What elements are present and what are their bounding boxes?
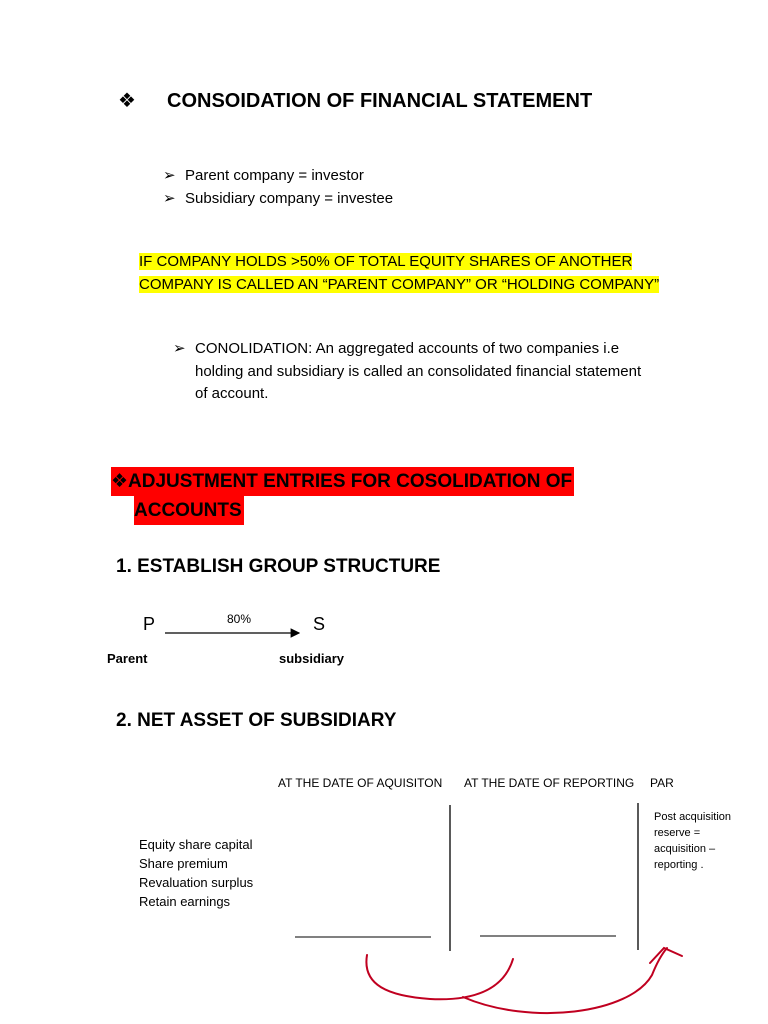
list-item: Revaluation surplus	[139, 875, 254, 890]
section-heading: 2. NET ASSET OF SUBSIDIARY	[116, 710, 397, 731]
consolidation-definition: ➢ CONOLIDATION: An aggregated accounts of two companies i.e holding and subsidiary is called an consolidated financial statement of account.	[173, 340, 642, 402]
list-item: Retain earnings	[139, 894, 231, 909]
list-item: Equity share capital	[139, 837, 253, 852]
list-item: ➢ Subsidiary company = investee	[163, 187, 393, 210]
column-header-acquisition: AT THE DATE OF AQUISITON	[278, 776, 443, 790]
parent-label: Parent	[107, 651, 148, 666]
arrow-bullet-icon: ➢	[163, 190, 176, 207]
highlighted-statement: IF COMPANY HOLDS >50% OF TOTAL EQUITY SHARES OF ANOTHER COMPANY IS CALLED AN “PARENT COMPANY” OR “HOLDING COMPANY”	[139, 253, 660, 293]
subsidiary-node: S	[313, 614, 326, 634]
page-title-text: CONSOIDATION OF FINANCIAL STATEMENT	[167, 90, 593, 112]
arrow-bullet-icon: ➢	[163, 167, 176, 184]
parent-node: P	[143, 614, 156, 634]
subsidiary-label: subsidiary	[279, 651, 345, 666]
section-heading: 1. ESTABLISH GROUP STRUCTURE	[116, 556, 441, 577]
diamond-bullet-icon: ❖	[111, 471, 129, 492]
holding-percentage: 80%	[227, 612, 252, 626]
list-item: Share premium	[139, 856, 228, 871]
arrow-bullet-icon: ➢	[173, 340, 186, 357]
column-header-reporting: AT THE DATE OF REPORTING	[464, 776, 635, 790]
list-item: ➢ Parent company = investor	[163, 164, 393, 187]
par-note: Post acquisition reserve = acquisition – reporting .	[654, 811, 732, 871]
column-header-par: PAR	[650, 776, 674, 790]
adjustment-heading: ❖ADJUSTMENT ENTRIES FOR COSOLIDATION OF ACCOUNTS	[111, 467, 574, 525]
handwritten-arrows	[366, 948, 682, 1013]
diamond-bullet-icon: ❖	[118, 90, 136, 112]
